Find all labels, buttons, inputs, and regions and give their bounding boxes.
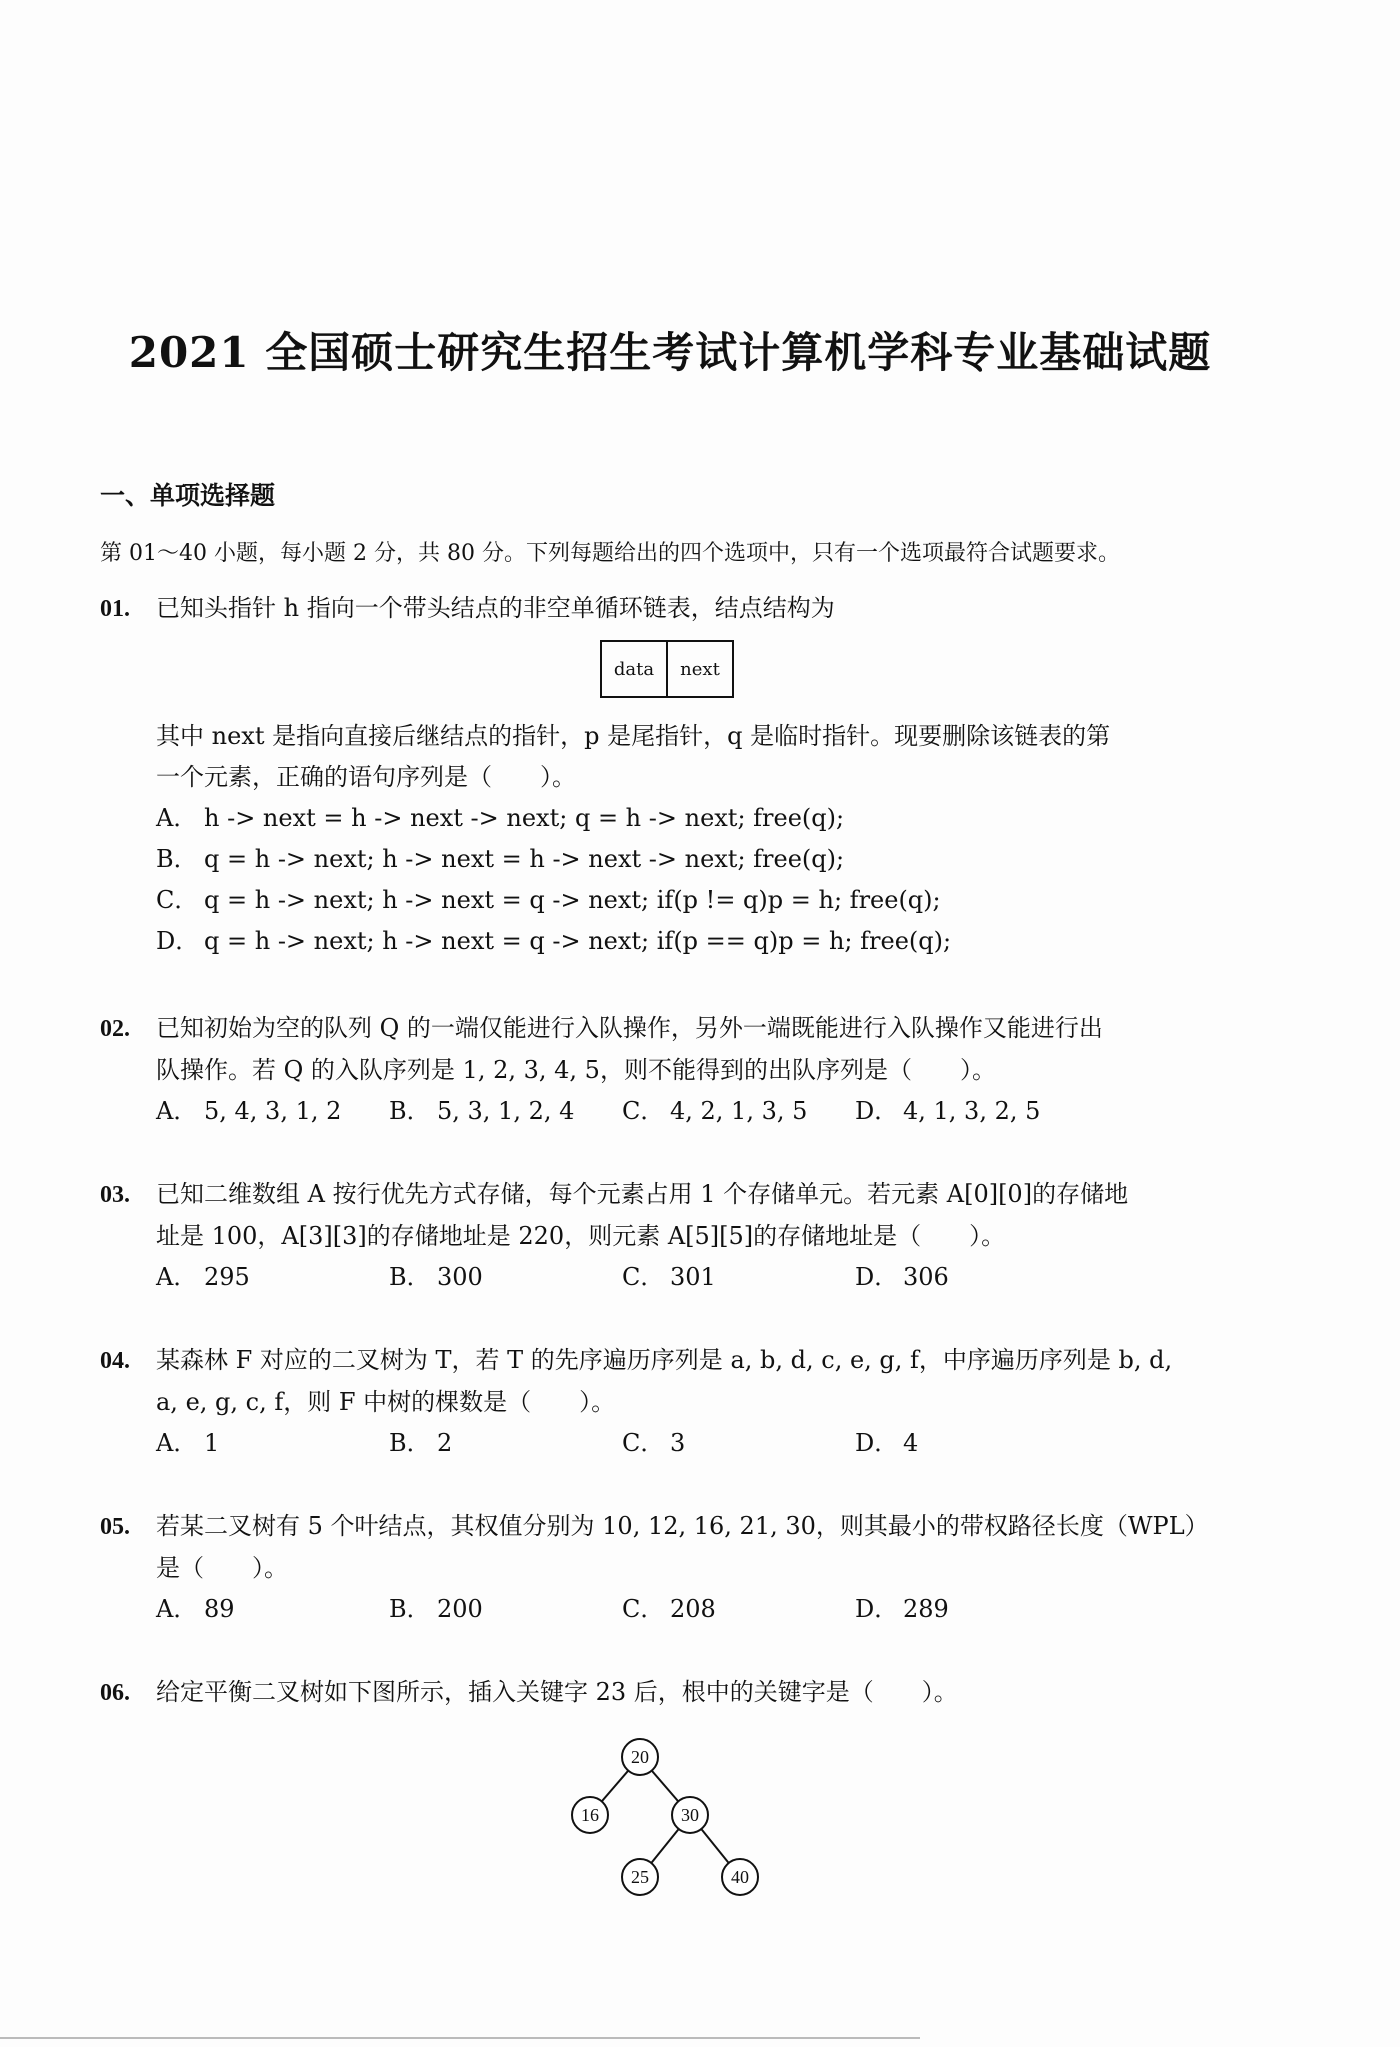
question-stem-line: a, e, g, c, f，则 F 中树的棵数是（ ）。 bbox=[156, 1388, 616, 1416]
question-stem-line: 是（ ）。 bbox=[156, 1554, 288, 1582]
option-b: B． q = h -> next; h -> next = h -> next -> next; free(q); bbox=[156, 845, 845, 873]
tree-node-label: 30 bbox=[681, 1805, 699, 1825]
option-a: A． h -> next = h -> next -> next; q = h -> next; free(q); bbox=[156, 804, 845, 832]
option-a: A． 5, 4, 3, 1, 2 bbox=[156, 1097, 342, 1125]
tree-node-label: 16 bbox=[581, 1805, 599, 1825]
question-number: 04. bbox=[100, 1348, 130, 1374]
question-stem: 已知二维数组 A 按行优先方式存储，每个元素占用 1 个存储单元。若元素 A[0][0]的存储地 bbox=[156, 1180, 1129, 1208]
option-d: D． 4 bbox=[855, 1429, 919, 1457]
question-03 bbox=[100, 1174, 1260, 1298]
option-b: B． 200 bbox=[389, 1595, 483, 1623]
options-row bbox=[156, 1423, 1260, 1464]
question-stem: 给定平衡二叉树如下图所示，插入关键字 23 后，根中的关键字是（ ）。 bbox=[156, 1678, 958, 1706]
question-stem-line: 队操作。若 Q 的入队序列是 1, 2, 3, 4, 5，则不能得到的出队序列是（ ）。 bbox=[156, 1056, 996, 1084]
node-field-next: next bbox=[666, 642, 732, 696]
option-d: D． 289 bbox=[855, 1595, 949, 1623]
section-heading: 一、单项选择题 bbox=[100, 481, 276, 510]
tree-node-label: 25 bbox=[631, 1867, 649, 1887]
option-c: C． 301 bbox=[622, 1263, 716, 1291]
question-06 bbox=[100, 1672, 1260, 1714]
scan-edge-line bbox=[0, 2037, 920, 2039]
question-stem-line: 一个元素，正确的语句序列是（ ）。 bbox=[156, 763, 576, 791]
question-01 bbox=[100, 588, 1260, 630]
question-number: 06. bbox=[100, 1680, 130, 1706]
option-c: C． 3 bbox=[622, 1429, 686, 1457]
question-number: 03. bbox=[100, 1182, 130, 1208]
option-b: B． 300 bbox=[389, 1263, 483, 1291]
question-stem: 若某二叉树有 5 个叶结点，其权值分别为 10, 12, 16, 21, 30，则其最小的带权路径长度（WPL） bbox=[156, 1512, 1209, 1540]
options-row bbox=[156, 1257, 1260, 1298]
option-d: D． 306 bbox=[855, 1263, 949, 1291]
option-a: A． 1 bbox=[156, 1429, 220, 1457]
question-stem-line: 址是 100，A[3][3]的存储地址是 220，则元素 A[5][5]的存储地址是（ ）。 bbox=[156, 1222, 1006, 1250]
section-instructions: 第 01～40 小题，每小题 2 分，共 80 分。下列每题给出的四个选项中，只有一个选项最符合试题要求。 bbox=[100, 541, 1120, 566]
options-row bbox=[156, 1589, 1260, 1630]
option-c: C． 4, 2, 1, 3, 5 bbox=[622, 1097, 808, 1125]
option-d: D． q = h -> next; h -> next = q -> next; if(p == q)p = h; free(q); bbox=[156, 927, 952, 955]
question-stem: 某森林 F 对应的二叉树为 T，若 T 的先序遍历序列是 a, b, d, c, e, g, f，中序遍历序列是 b, d, bbox=[156, 1346, 1173, 1374]
option-c: C． q = h -> next; h -> next = q -> next; if(p != q)p = h; free(q); bbox=[156, 886, 941, 914]
options-row bbox=[156, 1091, 1260, 1132]
question-04 bbox=[100, 1340, 1260, 1464]
question-05 bbox=[100, 1506, 1260, 1630]
exam-title: 2021 全国硕士研究生招生考试计算机学科专业基础试题 bbox=[128, 328, 1212, 377]
question-number: 02. bbox=[100, 1016, 130, 1042]
node-field-data: data bbox=[613, 658, 655, 680]
question-stem: 已知头指针 h 指向一个带头结点的非空单循环链表，结点结构为 bbox=[156, 594, 835, 622]
option-d: D． 4, 1, 3, 2, 5 bbox=[855, 1097, 1041, 1125]
question-01-continued bbox=[100, 716, 1260, 962]
option-a: A． 295 bbox=[156, 1263, 250, 1291]
option-c: C． 208 bbox=[622, 1595, 716, 1623]
question-02 bbox=[100, 1008, 1260, 1132]
option-a: A． 89 bbox=[156, 1595, 235, 1623]
question-stem: 已知初始为空的队列 Q 的一端仅能进行入队操作，另外一端既能进行入队操作又能进行出 bbox=[156, 1014, 1103, 1042]
option-b: B． 2 bbox=[389, 1429, 453, 1457]
question-number: 01. bbox=[100, 596, 130, 622]
node-structure-diagram bbox=[600, 640, 734, 698]
tree-node-label: 20 bbox=[631, 1747, 649, 1767]
question-stem-line: 其中 next 是指向直接后继结点的指针，p 是尾指针，q 是临时指针。现要删除该链表的第 bbox=[156, 722, 1111, 750]
tree-node-label: 40 bbox=[731, 1867, 749, 1887]
option-b: B． 5, 3, 1, 2, 4 bbox=[389, 1097, 575, 1125]
question-number: 05. bbox=[100, 1514, 130, 1540]
avl-tree-diagram bbox=[560, 1735, 780, 1905]
